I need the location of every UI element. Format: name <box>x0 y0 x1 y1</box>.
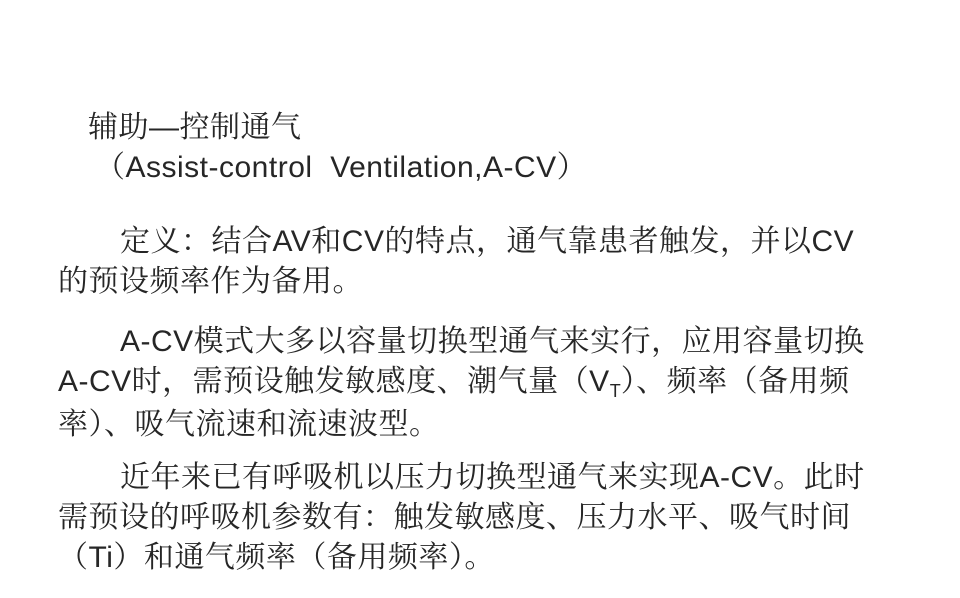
definition-line-1: 定义：结合AV和CV的特点，通气靠患者触发，并以CV <box>120 225 855 258</box>
volume-mode-line-2 <box>58 362 960 405</box>
volume-mode-line-2-pre: A-CV时，需预设触发敏感度、潮气量（V <box>58 365 610 398</box>
paragraph-definition <box>0 222 960 302</box>
pressure-mode-line-1: 近年来已有呼吸机以压力切换型通气来实现A-CV。此时 <box>120 461 865 494</box>
paragraph-volume-mode <box>0 322 960 445</box>
paragraph-pressure-mode <box>0 458 960 578</box>
pressure-mode-line-3: （Ti）和通气频率（备用频率）。 <box>58 541 495 574</box>
pressure-mode-line-2: 需预设的呼吸机参数有：触发敏感度、压力水平、吸气时间 <box>58 501 851 534</box>
slide-title-english: （Assist-control Ventilation,A-CV） <box>95 151 588 184</box>
tidal-volume-subscript: T <box>609 381 621 401</box>
volume-mode-line-1: A-CV模式大多以容量切换型通气来实行，应用容量切换 <box>120 325 865 358</box>
slide-title-chinese: 辅助—控制通气 <box>88 111 302 144</box>
volume-mode-line-3: 率）、吸气流速和流速波型。 <box>58 408 440 441</box>
definition-line-2: 的预设频率作为备用。 <box>58 265 363 298</box>
volume-mode-line-2-post: ）、频率（备用频 <box>620 365 850 398</box>
slide-title-block <box>0 108 960 188</box>
